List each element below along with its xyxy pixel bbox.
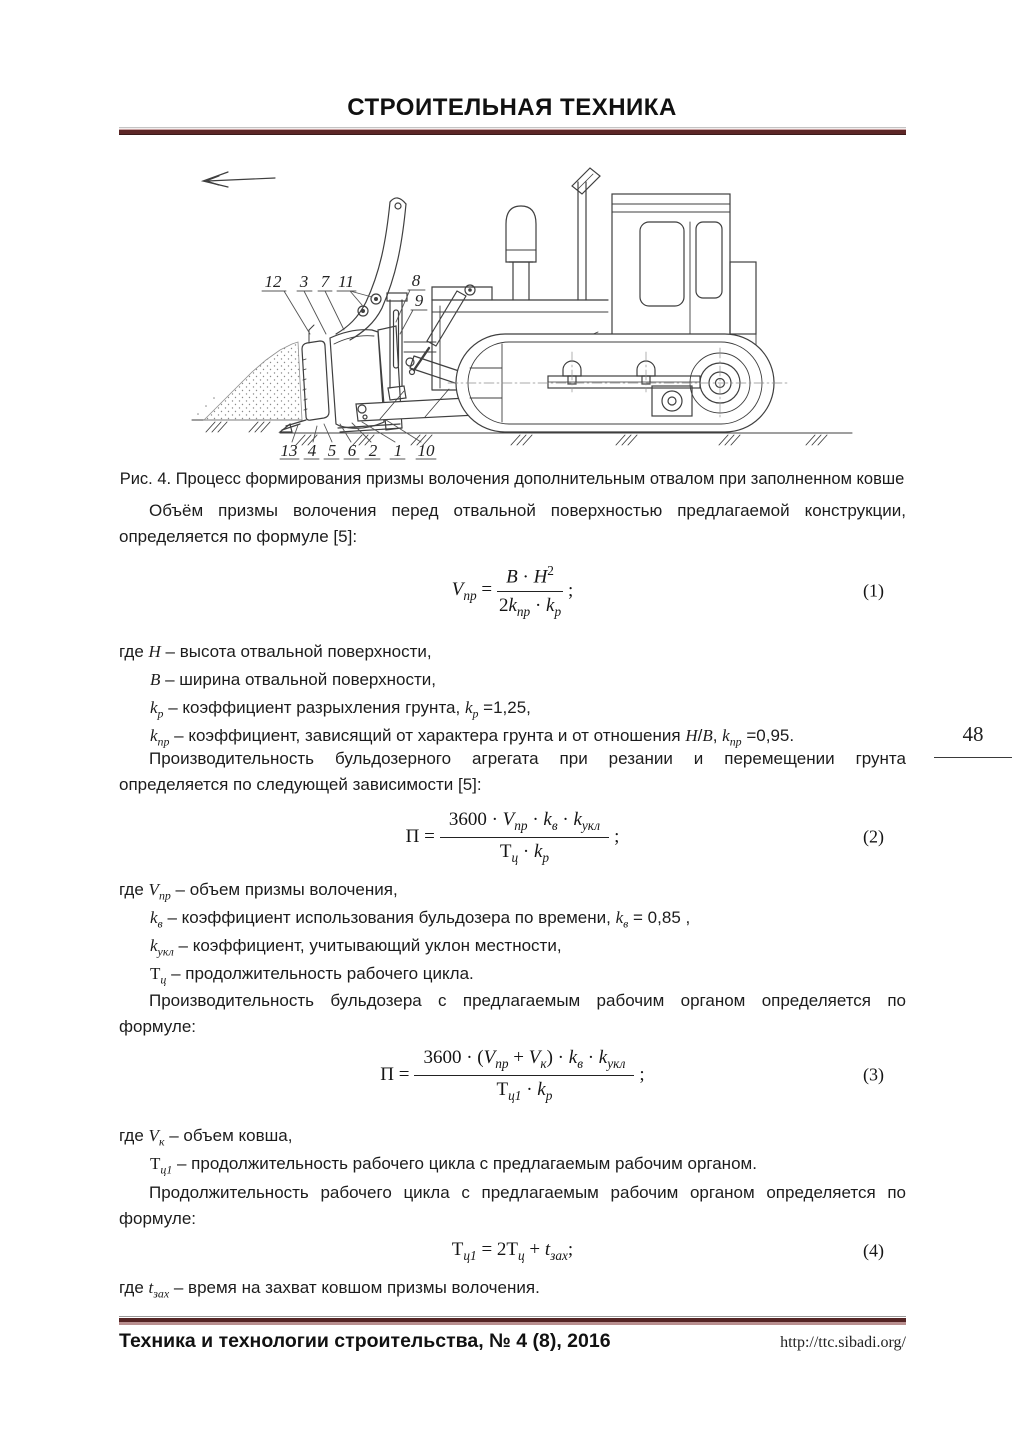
formula-end: ; xyxy=(567,580,574,601)
paragraph-line: Производительность бульдозера с предлагаемым рабочим органом определяется по xyxy=(149,991,906,1010)
figure-label: 10 xyxy=(417,441,435,460)
where-line: где $V_к$ – объем ковша, xyxy=(119,1126,293,1149)
bulldozer-drawing xyxy=(0,150,1024,470)
paragraph-line: Объём призмы волочения перед отвальной поверхностью предлагаемой конструкции, xyxy=(149,501,906,520)
figure-label: 13 xyxy=(280,441,298,460)
where-block-1 xyxy=(119,638,906,750)
paragraph-line: Продолжительность рабочего цикла с предлагаемым рабочим органом определяется по xyxy=(149,1183,906,1202)
page-number-rule xyxy=(934,757,1012,758)
fraction xyxy=(440,809,609,864)
figure-caption: Рис. 4. Процесс формирования призмы волочения дополнительным отвалом при заполненном ковше xyxy=(119,470,905,488)
direction-arrow-icon xyxy=(203,172,275,187)
fraction xyxy=(497,563,563,619)
formula-tag: (4) xyxy=(863,1240,884,1261)
formula-1 xyxy=(119,556,906,626)
figure-label: 5 xyxy=(327,441,337,460)
track-assembly xyxy=(448,334,790,432)
where-block-4 xyxy=(119,1274,906,1302)
formula-tag: (1) xyxy=(863,580,884,601)
paragraph-line: Производительность бульдозерного агрегата при резании и перемещении грунта xyxy=(149,749,906,768)
formula-tag: (3) xyxy=(863,1064,884,1085)
soil-pile xyxy=(197,342,302,420)
formula-2 xyxy=(119,804,906,870)
formula-end: ; xyxy=(639,1064,645,1085)
paragraph-1 xyxy=(119,498,906,550)
numerator: $3600 \cdot (V_{пр} + V_к) \cdot k_в \cdot k_{укл}$ xyxy=(414,1047,634,1075)
denominator: $Т_{ц1} \cdot k_р$ xyxy=(496,1078,553,1103)
paragraph-3 xyxy=(119,988,906,1040)
where-line: $Т_ц$ – продолжительность рабочего цикла. xyxy=(150,964,474,987)
exhaust-stack xyxy=(572,168,600,300)
where-line: B – ширина отвальной поверхности, xyxy=(150,670,437,689)
footer-journal-title: Техника и технологии строительства, № 4 (8), 2016 xyxy=(119,1330,611,1352)
figure-label: 11 xyxy=(338,272,354,291)
formula-4 xyxy=(119,1236,906,1266)
where-line: где $V_{пр}$ – объем призмы волочения, xyxy=(119,880,398,903)
paragraph-line: определяется по следующей зависимости [5]: xyxy=(119,775,482,794)
formula-lhs: $V_{пр}$ = xyxy=(451,578,493,603)
figure-label: 9 xyxy=(414,291,424,310)
numerator: $3600 \cdot V_{пр} \cdot k_в \cdot k_{укл}$ xyxy=(440,809,609,837)
denominator: $Т_ц \cdot k_р$ xyxy=(499,840,550,865)
footer-rule xyxy=(119,1316,906,1325)
section-title: СТРОИТЕЛЬНАЯ ТЕХНИКА xyxy=(347,94,677,121)
header-rule xyxy=(119,127,906,135)
where-block-3 xyxy=(119,1122,906,1178)
denominator: $2k_{пр} \cdot k_р$ xyxy=(498,595,562,619)
where-block-2 xyxy=(119,876,906,988)
paragraph-4 xyxy=(119,1180,906,1232)
paragraph-2 xyxy=(119,746,906,798)
fraction xyxy=(414,1047,634,1102)
figure-label: 6 xyxy=(347,441,357,460)
formula-3 xyxy=(119,1042,906,1108)
figure-label: 8 xyxy=(411,271,421,290)
paragraph-line: формуле: xyxy=(119,1209,196,1228)
footer-url: http://ttc.sibadi.org/ xyxy=(780,1334,906,1351)
figure-label: 1 xyxy=(393,441,403,460)
figure-label: 4 xyxy=(307,441,317,460)
page-number: 48 xyxy=(962,722,984,746)
where-line: $k_в$ – коэффициент использования бульдозера по времени, $k_в = 0,85$ , xyxy=(150,908,691,931)
where-line: где H – высота отвальной поверхности, xyxy=(119,642,432,661)
numerator: $B \cdot H^2$ xyxy=(497,563,563,592)
formula-lhs: П = xyxy=(380,1064,410,1085)
formula-end: ; xyxy=(614,826,620,847)
figure-label: 3 xyxy=(299,272,309,291)
where-line: $k_{пр}$ – коэффициент, зависящий от характера грунта и от отношения H/B, $k_{пр} =0,95$. xyxy=(150,726,795,749)
muffler-dome xyxy=(506,206,536,300)
where-line: где $t_{зах}$ – время на захват ковшом призмы волочения. xyxy=(119,1278,540,1301)
curved-arm xyxy=(336,198,406,340)
formula-line: $Т_{ц1} = 2Т_ц + t_{зах}$; xyxy=(451,1238,574,1263)
paragraph-line: определяется по формуле [5]: xyxy=(119,527,358,546)
where-line: $k_р$ – коэффициент разрыхления грунта, $k_р =1,25$, xyxy=(150,698,531,721)
where-line: $Т_{ц1}$ – продолжительность рабочего цикла с предлагаемым рабочим органом. xyxy=(150,1154,757,1177)
figure-label: 7 xyxy=(320,272,330,291)
paragraph-line: формуле: xyxy=(119,1017,196,1036)
formula-lhs: П = xyxy=(405,826,435,847)
figure-label: 12 xyxy=(264,272,282,291)
formula-tag: (2) xyxy=(863,826,884,847)
figure-label: 2 xyxy=(368,441,378,460)
where-line: $k_{укл}$ – коэффициент, учитывающий уклон местности, xyxy=(150,936,562,959)
